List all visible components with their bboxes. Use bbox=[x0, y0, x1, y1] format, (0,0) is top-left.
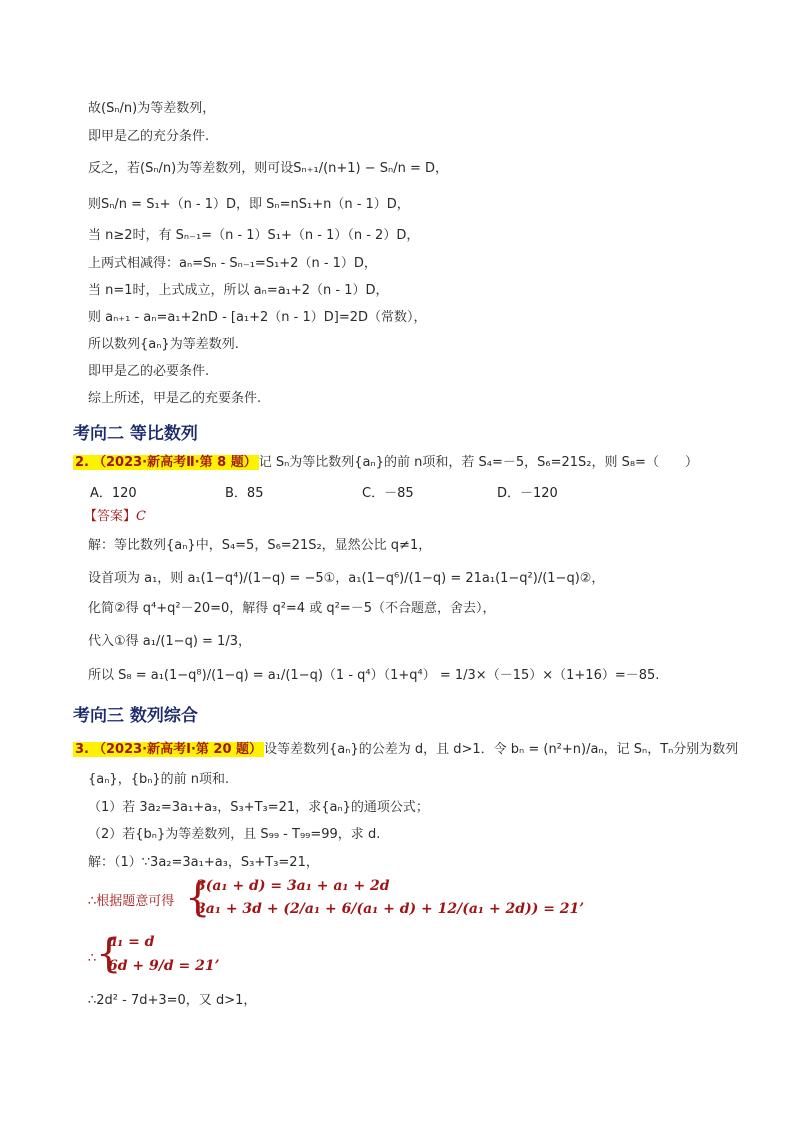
question-number: 3. bbox=[75, 742, 89, 757]
question-3 bbox=[73, 741, 738, 759]
question-stem-line-2: {aₙ}，{bₙ}的前 n项和. bbox=[88, 772, 230, 787]
q3-part-2: （2）若{bₙ}为等差数列，且 S₉₉ - T₉₉=99，求 d. bbox=[88, 827, 381, 842]
q2-solution-1: 解：等比数列{aₙ}中，S₄=5，S₆=21S₂，显然公比 q≠1， bbox=[88, 538, 432, 553]
system-brace-1: { bbox=[185, 875, 211, 921]
proof-line-3: 反之，若(Sₙ/n)为等差数列，则可设Sₙ₊₁/(n+1) − Sₙ/n = D， bbox=[88, 161, 449, 176]
q2-solution-2: 设首项为 a₁，则 a₁(1−q⁴)/(1−q) = −5①，a₁(1−q⁶)/(1−q) = 21a₁(1−q²)/(1−q)②， bbox=[88, 571, 605, 586]
question-source-tag: （2023·新高考Ⅱ·第 8 题） bbox=[92, 455, 257, 470]
answer-value: C bbox=[136, 509, 146, 524]
q2-solution-5: 所以 S₈ = a₁(1−q⁸)/(1−q) = a₁/(1−q)（1 - q⁴）（1+q⁴） = 1/3×（－15）×（1+16）=－85. bbox=[88, 668, 660, 683]
q3-part-1: （1）若 3a₂=3a₁+a₃，S₃+T₃=21，求{aₙ}的通项公式； bbox=[88, 800, 429, 815]
proof-line-11: 综上所述，甲是乙的充要条件. bbox=[88, 391, 262, 406]
q3-solution-4: ∴2d² - 7d+3=0，又 d>1， bbox=[88, 993, 257, 1008]
question-stem: 记 Sₙ为等比数列{aₙ}的前 n项和，若 S₄=－5，S₆=21S₂，则 S₈=（ ） bbox=[258, 455, 698, 470]
proof-line-2: 即甲是乙的充分条件. bbox=[88, 129, 210, 144]
q3-solution-3-label: ∴ bbox=[88, 951, 97, 966]
q2-solution-4: 代入①得 a₁/(1−q) = 1/3， bbox=[88, 634, 251, 649]
question-stem-line-1: 设等差数列{aₙ}的公差为 d，且 d>1．令 bₙ = (n²+n)/aₙ，记 Sₙ，Tₙ分别为数列 bbox=[264, 742, 739, 757]
choice-c: C．－85 bbox=[362, 486, 414, 501]
proof-line-10: 即甲是乙的必要条件. bbox=[88, 364, 210, 379]
proof-line-4: 则Sₙ/n = S₁+（n - 1）D，即 Sₙ=nS₁+n（n - 1）D， bbox=[88, 197, 410, 212]
q3-solution-2-label: ∴根据题意可得 bbox=[88, 894, 175, 909]
section-heading-2: 考向二 等比数列 bbox=[73, 424, 198, 444]
system-brace-2: { bbox=[96, 931, 122, 977]
proof-line-5: 当 n≥2时，有 Sₙ₋₁=（n - 1）S₁+（n - 1）（n - 2）D， bbox=[88, 228, 420, 243]
question-number: 2. bbox=[75, 455, 89, 470]
system-1-eq-1: 3(a₁ + d) = 3a₁ + a₁ + 2d bbox=[196, 878, 390, 894]
proof-line-1: 故(Sₙ/n)为等差数列， bbox=[88, 101, 216, 116]
q2-solution-3: 化简②得 q⁴+q²－20=0，解得 q²=4 或 q²=－5（不合题意，舍去）， bbox=[88, 601, 496, 616]
choice-b: B．85 bbox=[225, 486, 264, 501]
proof-line-9: 所以数列{aₙ}为等差数列. bbox=[88, 337, 239, 352]
question-source-tag: （2023·新高考Ⅰ·第 20 题） bbox=[92, 742, 263, 757]
answer-line bbox=[84, 508, 146, 526]
system-2-eq-2: 6d + 9/d = 21’ bbox=[108, 958, 220, 974]
system-2-eq-1: a₁ = d bbox=[108, 934, 155, 950]
section-heading-3: 考向三 数列综合 bbox=[73, 706, 198, 726]
proof-line-7: 当 n=1时，上式成立，所以 aₙ=a₁+2（n - 1）D， bbox=[88, 283, 389, 298]
answer-label: 【答案】 bbox=[84, 509, 137, 524]
system-1-eq-2: 3a₁ + 3d + (2/a₁ + 6/(a₁ + d) + 12/(a₁ + 2d)) = 21’ bbox=[196, 901, 585, 917]
proof-line-6: 上两式相减得：aₙ=Sₙ - Sₙ₋₁=S₁+2（n - 1）D， bbox=[88, 256, 377, 271]
choice-d: D．－120 bbox=[497, 486, 558, 501]
question-2 bbox=[73, 454, 698, 472]
proof-line-8: 则 aₙ₊₁ - aₙ=a₁+2nD - [a₁+2（n - 1）D]=2D（常数）， bbox=[88, 310, 427, 325]
choice-a: A．120 bbox=[90, 486, 137, 501]
q3-solution-1: 解：（1）∵3a₂=3a₁+a₃，S₃+T₃=21， bbox=[88, 855, 319, 870]
